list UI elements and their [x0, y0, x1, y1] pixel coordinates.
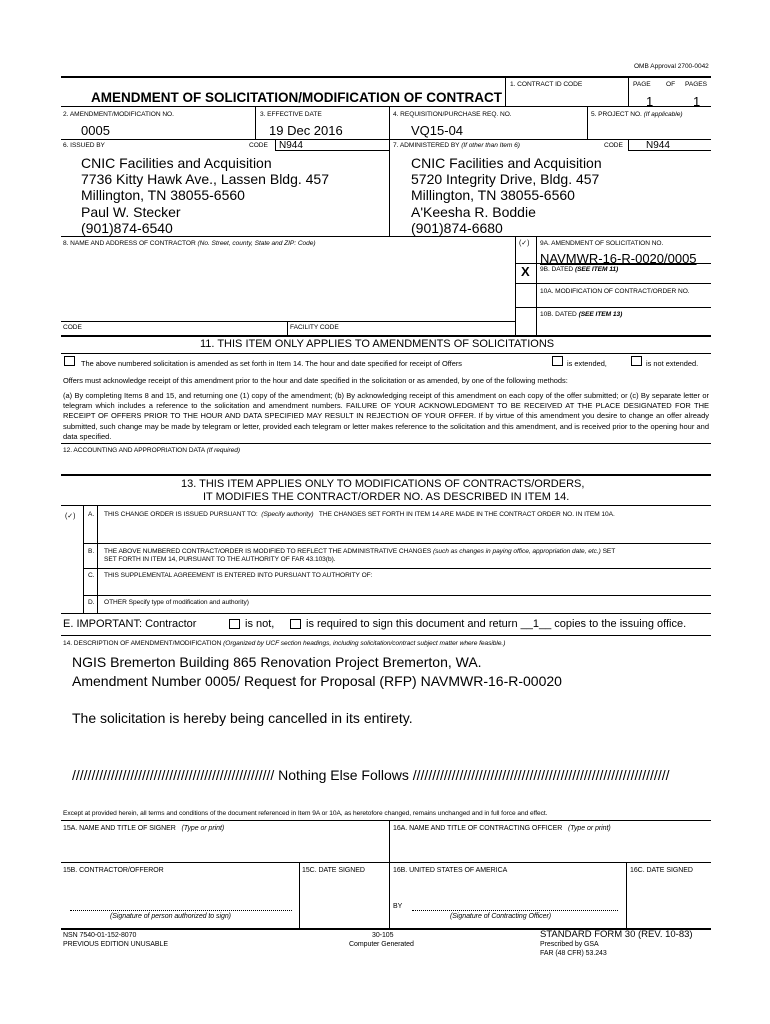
- item11-extended-label: is extended,: [567, 359, 607, 368]
- item13d-text: OTHER Specify type of modification and authority): [104, 599, 249, 606]
- sig16-note: (Signature of Contracting Officer): [450, 913, 552, 920]
- divider: [299, 863, 300, 929]
- page-count: 1: [693, 94, 701, 109]
- page-number: 1: [646, 94, 654, 109]
- item12-label: [63, 447, 240, 454]
- pages-label: PAGES: [685, 81, 707, 88]
- contractor-signature-line[interactable]: [70, 910, 292, 911]
- item13-title-2: IT MODIFIES THE CONTRACT/ORDER NO. AS DESCRIBED IN ITEM 14.: [203, 491, 570, 503]
- form-title: AMENDMENT OF SOLICITATION/MODIFICATION OF CONTRACT: [91, 90, 502, 105]
- item11-not-extended-label: is not extended.: [646, 359, 699, 368]
- rule: [83, 595, 711, 596]
- item8-label: [63, 240, 316, 247]
- item13a-note: (Specify authority): [261, 511, 314, 518]
- item9a-value[interactable]: NAVMWR-16-R-0020/0005: [540, 251, 697, 266]
- sig15-note: (Signature of person authorized to sign): [110, 913, 231, 920]
- item13a-text-part: THE CHANGES SET FORTH IN ITEM 14 ARE MADE IN THE CONTRACT ORDER NO. IN ITEM 10A.: [318, 511, 615, 518]
- item9b-note: (SEE ITEM 11): [574, 266, 619, 273]
- rule: [61, 505, 711, 506]
- x-mark-label: (✓): [519, 240, 530, 247]
- item7-code-label: CODE: [604, 142, 623, 149]
- item-e-is-not: is not,: [245, 618, 275, 630]
- issued-by-line-5: (901)874-6540: [81, 220, 173, 236]
- rule: [61, 335, 711, 337]
- rule: [515, 263, 711, 264]
- footer-nsn: NSN 7540-01-152-8070: [63, 932, 137, 939]
- divider: [83, 506, 84, 613]
- item14-label-text: 14. DESCRIPTION OF AMENDMENT/MODIFICATION: [63, 640, 222, 647]
- item10b-note: (SEE ITEM 13): [578, 311, 623, 318]
- page-label: PAGE: [633, 81, 651, 88]
- description-line-1: NGIS Bremerton Building 865 Renovation Project Bremerton, WA.: [72, 654, 482, 670]
- item-e-label: E. IMPORTANT: Contractor: [63, 618, 197, 630]
- administered-by-line-2: 5720 Integrity Drive, Bldg. 457: [411, 171, 600, 187]
- item16a-label: [393, 825, 611, 832]
- rule: [61, 443, 711, 444]
- item11-title: 11. THIS ITEM ONLY APPLIES TO AMENDMENTS OF SOLICITATIONS: [200, 338, 555, 350]
- rule: [515, 307, 711, 308]
- administered-by-line-4: A'Keesha R. Boddie: [411, 204, 536, 220]
- of-label: OF: [666, 81, 676, 88]
- item11-line2: Offers must acknowledge receipt of this amendment prior to the hour and date specified in the solicitation or as amended, by one of the following methods:: [63, 376, 568, 385]
- issued-by-line-2: 7736 Kitty Hawk Ave., Lassen Bldg. 457: [81, 171, 330, 187]
- item2-label: 2. AMENDMENT/MODIFICATION NO.: [63, 111, 174, 118]
- item16b-label: 16B. UNITED STATES OF AMERICA: [393, 867, 508, 874]
- issued-by-line-1: CNIC Facilities and Acquisition: [81, 155, 272, 171]
- item6-code[interactable]: N944: [279, 140, 303, 151]
- officer-signature-line[interactable]: [412, 910, 618, 911]
- item11-not-extended-checkbox[interactable]: [631, 356, 642, 366]
- item16c-label: 16C. DATE SIGNED: [630, 867, 693, 874]
- item3-label: 3. EFFECTIVE DATE: [260, 111, 322, 118]
- item16a-label-text: 16A. NAME AND TITLE OF CONTRACTING OFFICER: [393, 825, 563, 832]
- item12-note: (If required): [206, 447, 241, 454]
- rule: [83, 543, 711, 544]
- divider: [255, 107, 256, 139]
- item13a-text-part: THIS CHANGE ORDER IS ISSUED PURSUANT TO:: [104, 511, 258, 518]
- item11-amended-checkbox[interactable]: [64, 356, 75, 366]
- item13-check-label: (✓): [65, 513, 76, 520]
- footer-standard-form: STANDARD FORM 30 (REV. 10-83): [540, 929, 693, 940]
- item6-code-label: CODE: [249, 142, 268, 149]
- issued-by-line-4: Paul W. Stecker: [81, 204, 181, 220]
- divider: [389, 107, 390, 139]
- divider: [287, 322, 288, 335]
- divider: [626, 863, 627, 929]
- rule: [83, 568, 711, 569]
- rule: [61, 236, 711, 237]
- divider: [628, 140, 629, 150]
- issued-by-line-3: Millington, TN 38055-6560: [81, 187, 245, 203]
- contractor-is-not-checkbox[interactable]: [229, 619, 240, 629]
- item15a-label-text: 15A. NAME AND TITLE OF SIGNER: [63, 825, 176, 832]
- item15a-note: (Type or print): [181, 825, 225, 832]
- item11-line1: The above numbered solicitation is amended as set forth in Item 14. The hour and date specified for receipt of Offers: [81, 359, 462, 368]
- item15a-label: [63, 825, 224, 832]
- item10b-label: [540, 311, 622, 318]
- top-rule: [61, 76, 711, 78]
- by-label: BY: [393, 903, 403, 910]
- divider: [505, 77, 506, 106]
- rule: [61, 613, 711, 614]
- item9b-label-text: 9B. DATED: [540, 266, 574, 273]
- administered-by-line-1: CNIC Facilities and Acquisition: [411, 155, 602, 171]
- item15b-label: 15B. CONTRACTOR/OFFEROR: [63, 867, 164, 874]
- rule: [61, 820, 711, 821]
- item9a-label: 9A. AMENDMENT OF SOLICITATION NO.: [540, 240, 664, 247]
- item13b-text-part: THE ABOVE NUMBERED CONTRACT/ORDER IS MODIFIED TO REFLECT THE ADMINISTRATIVE CHANGES: [104, 548, 432, 555]
- item13c-text: THIS SUPPLEMENTAL AGREEMENT IS ENTERED INTO PURSUANT TO AUTHORITY OF:: [104, 572, 373, 579]
- item12-label-text: 12. ACCOUNTING AND APPROPRIATION DATA: [63, 447, 205, 454]
- item5-note: (If applicable): [643, 111, 683, 118]
- item16a-note: (Type or print): [567, 825, 611, 832]
- item11-extended-checkbox[interactable]: [552, 356, 563, 366]
- divider: [536, 237, 537, 335]
- contract-id-label: 1. CONTRACT ID CODE: [510, 81, 583, 88]
- omb-approval: OMB Approval 2700-0042: [634, 63, 709, 70]
- divider: [587, 107, 588, 139]
- footer-prescribed-by: Prescribed by GSA: [540, 941, 599, 948]
- item8-note: (No. Street, county, State and ZIP: Code): [197, 240, 316, 247]
- item7-label: [393, 142, 520, 149]
- code-bottom-label: CODE: [63, 324, 82, 331]
- item3-value[interactable]: 19 Dec 2016: [269, 123, 343, 138]
- divider: [628, 77, 629, 106]
- item7-code[interactable]: N944: [646, 140, 670, 151]
- item7-label-text: 7. ADMINISTERED BY: [393, 142, 460, 149]
- footer-code: 30-105: [372, 932, 394, 939]
- item14-label: [63, 640, 505, 647]
- footer-previous-edition: PREVIOUS EDITION UNUSABLE: [63, 941, 168, 948]
- item13a-text: [104, 511, 615, 518]
- except-text: Except at provided herein, all terms and conditions of the document referenced in Item 9A or 10A, as heretofore changed, remains unchanged and in full force and effect.: [63, 810, 548, 817]
- item9b-label: [540, 266, 618, 273]
- item6-label: 6. ISSUED BY: [63, 142, 105, 149]
- item8-label-text: 8. NAME AND ADDRESS OF CONTRACTOR: [63, 240, 196, 247]
- item4-value[interactable]: VQ15-04: [411, 123, 464, 138]
- item5-label-text: 5. PROJECT NO.: [591, 111, 642, 118]
- divider: [389, 821, 390, 929]
- item13b-text-2: SET FORTH IN ITEM 14, PURSUANT TO THE AUTHORITY OF FAR 43.103(b).: [104, 556, 336, 563]
- divider: [275, 140, 276, 150]
- item-e-rest: is required to sign this document and return __1__ copies to the issuing office.: [306, 618, 687, 630]
- item15c-label: 15C. DATE SIGNED: [302, 867, 365, 874]
- contractor-is-required-checkbox[interactable]: [290, 619, 301, 629]
- item13d-letter[interactable]: D.: [88, 599, 95, 606]
- item5-label: [591, 111, 682, 118]
- rule: [61, 106, 711, 107]
- item10a-label: 10A. MODIFICATION OF CONTRACT/ORDER NO.: [540, 288, 690, 295]
- item11-paragraph: (a) By completing Items 8 and 15, and returning one (1) copy of the amendment; (b) By acknowledging receipt of this amendment on each copy of the offer submitted; or (c) By separate letter or telegram which includes a reference to the solicitation and amendment numbers. FAILURE OF YOUR ACKNOWLEDGMENT TO BE RECEIVED AT THE PLACE DESIGNATED FOR THE RECEIPT OF OFFERS PRIOR TO THE HOUR AND DATA SPECIFIED MAY RESULT IN REJECTION OF YOUR OFFER. If by virtue of this amendment you desire to change an offer already submitted, such change may be made by telegram or letter, provided each telegram or letter makes reference to the solicitation and this amendment, and is received prior to the opening hour and data specified.: [63, 391, 709, 441]
- item13-title-1: 13. THIS ITEM APPLIES ONLY TO MODIFICATIONS OF CONTRACTS/ORDERS,: [181, 478, 585, 490]
- description-line-2: Amendment Number 0005/ Request for Proposal (RFP) NAVMWR-16-R-00020: [72, 673, 562, 689]
- item10b-label-text: 10B. DATED: [540, 311, 577, 318]
- item4-label: 4. REQUISITION/PURCHASE REQ. NO.: [393, 111, 512, 118]
- rule: [61, 635, 711, 636]
- rule: [61, 139, 711, 140]
- footer-far: FAR (48 CFR) 53.243: [540, 950, 607, 957]
- rule: [61, 474, 711, 476]
- divider: [97, 506, 98, 613]
- rule: [61, 321, 516, 322]
- administered-by-line-5: (901)874-6680: [411, 220, 503, 236]
- item13b-letter[interactable]: B.: [88, 548, 95, 555]
- item13a-letter[interactable]: A.: [88, 511, 95, 518]
- administered-by-line-3: Millington, TN 38055-6560: [411, 187, 575, 203]
- rule: [61, 862, 711, 863]
- rule: [515, 283, 711, 284]
- rule: [61, 353, 711, 354]
- description-line-3: The solicitation is hereby being cancelled in its entirety.: [72, 710, 413, 726]
- facility-code-label: FACILITY CODE: [290, 324, 339, 331]
- divider: [389, 140, 390, 236]
- item13b-text: THE ABOVE NUMBERED CONTRACT/ORDER IS MODIFIED TO REFLECT THE ADMINISTRATIVE CHANGES (such as changes in paying office, appropriation date, etc.) SET: [104, 548, 616, 555]
- item2-value[interactable]: 0005: [81, 123, 110, 138]
- item7-note: (If other than Item 6): [461, 142, 520, 149]
- item13c-letter[interactable]: C.: [88, 572, 95, 579]
- item14-note: (Organized by UCF section headings, including solicitation/contract subject matter where feasible.): [223, 640, 506, 647]
- footer-computer-generated: Computer Generated: [349, 941, 414, 948]
- item13b-note: (such as changes in paying office, appropriation date, etc.): [432, 548, 601, 555]
- description-line-4: //////////////////////////////////////////////////// Nothing Else Follows //////////////////////////////////////////////////////////////////: [72, 767, 670, 783]
- item9a-x-mark[interactable]: X: [521, 264, 530, 279]
